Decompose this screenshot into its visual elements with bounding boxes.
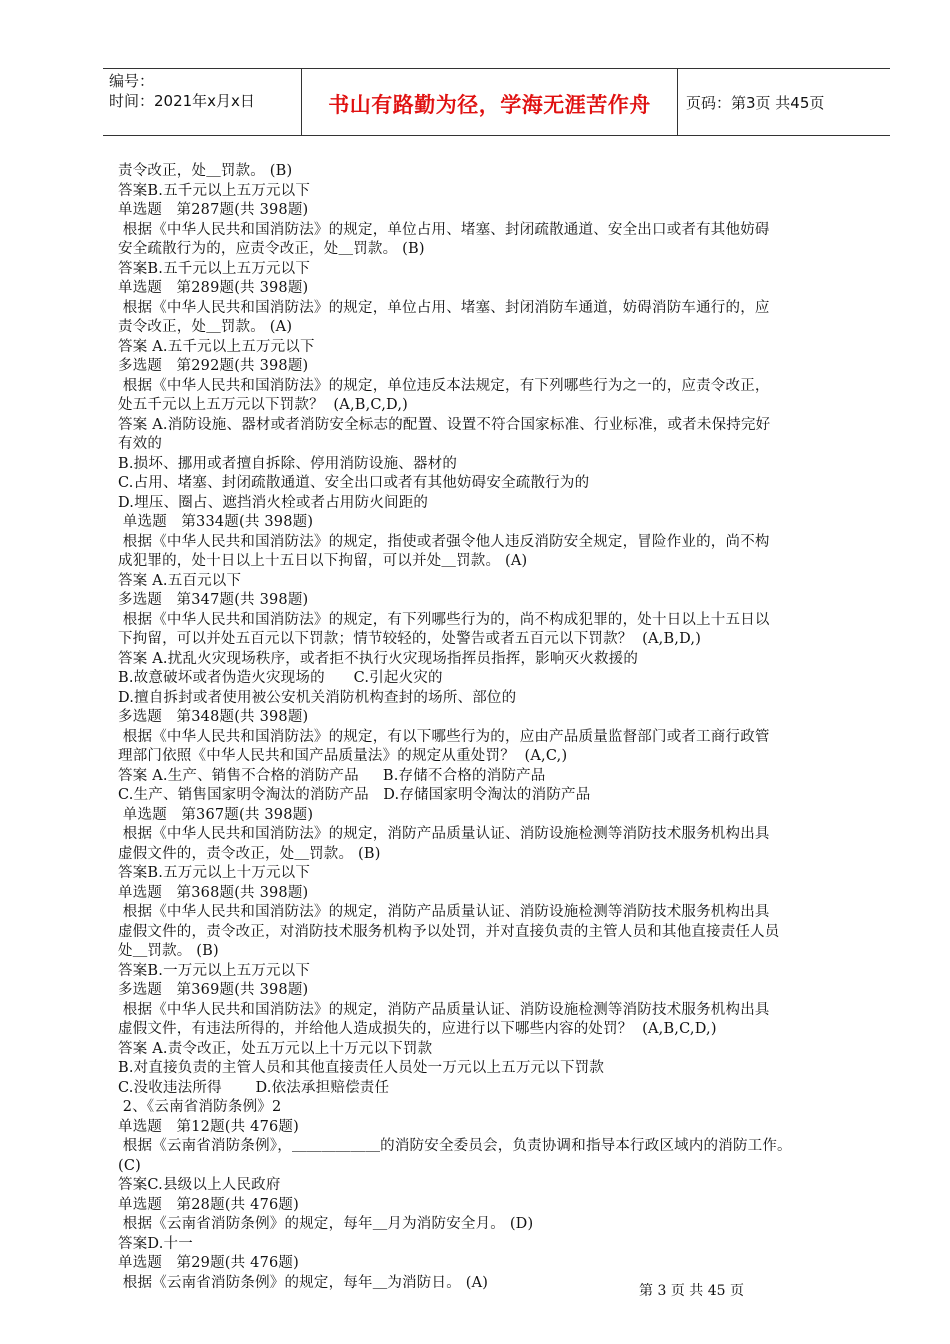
text-line: 单选题 第28题(共 476题) — [118, 1196, 299, 1213]
text-line: C.生产、销售国家明令淘汰的消防产品 D.存储国家明令淘汰的消防产品 — [118, 787, 591, 803]
text-line: 单选题 第29题(共 476题) — [118, 1255, 299, 1271]
text-line: 答案B.五万元以上十万元以下 — [118, 865, 311, 881]
text-line: C.没收违法所得 D.依法承担赔偿责任 — [118, 1079, 390, 1096]
text-line: 答案 A.消防设施、器材或者消防安全标志的配置、设置不符合国家标准、行业标准，或者未保持完好 — [118, 416, 771, 433]
text-line: B.对直接负责的主管人员和其他直接责任人员处一万元以上五万元以下罚款 — [118, 1060, 605, 1076]
text-line: 根据《中华人民共和国消防法》的规定，单位违反本法规定，有下列哪些行为之一的，应责令改正， — [118, 377, 770, 394]
text-line: 答案 A.生产、销售不合格的消防产品 B.存储不合格的消防产品 — [118, 767, 546, 784]
text-line: 虚假文件，有违法所得的，并给他人造成损失的，应进行以下哪些内容的处罚？ (A,B,C,D,) — [118, 1021, 717, 1037]
text-line: 下拘留，可以并处五百元以下罚款；情节较轻的，处警告或者五百元以下罚款？ (A,B,D,) — [118, 631, 702, 647]
text-line: 答案C.县级以上人民政府 — [118, 1177, 281, 1193]
header-page-cell — [678, 69, 890, 135]
text-line: 答案 A.扰乱火灾现场秩序，或者拒不执行火灾现场指挥员指挥，影响灭火救援的 — [118, 650, 639, 667]
page-header — [103, 68, 890, 136]
text-line: 单选题 第368题(共 398题) — [118, 884, 309, 901]
text-line: 2、《云南省消防条例》2 — [118, 1099, 282, 1115]
document-body — [118, 162, 878, 1293]
text-line: 多选题 第369题(共 398题) — [118, 982, 309, 998]
text-line: 根据《中华人民共和国消防法》的规定，单位占用、堵塞、封闭疏散通道、安全出口或者有其他妨碍 — [118, 221, 770, 238]
text-line: 根据《中华人民共和国消防法》的规定，消防产品质量认证、消防设施检测等消防技术服务机构出具 — [118, 1001, 770, 1018]
text-line: 有效的 — [118, 436, 163, 452]
header-motto-cell — [302, 69, 678, 135]
text-line: (C) — [118, 1157, 142, 1174]
page-footer: 第 3 页 共 45 页 — [639, 1283, 744, 1299]
text-line: 多选题 第348题(共 398题) — [118, 709, 309, 725]
text-line: 根据《中华人民共和国消防法》的规定，消防产品质量认证、消防设施检测等消防技术服务机构出具 — [118, 826, 770, 842]
text-line: 根据《云南省消防条例》，＿＿＿＿＿＿的消防安全委员会，负责协调和指导本行政区域内的消防工作。 — [118, 1138, 792, 1154]
document-number-label: 编号： — [109, 72, 155, 90]
text-line: 理部门依照《中华人民共和国产品质量法》的规定从重处罚？ (A,C,) — [118, 748, 568, 764]
text-line: 单选题 第334题(共 398题) — [118, 514, 314, 530]
text-line: 虚假文件的，责令改正，对消防技术服务机构予以处罚，并对直接负责的主管人员和其他直接责任人员 — [118, 923, 780, 940]
header-page-info: 页码：第3页 共45页 — [686, 94, 825, 112]
text-line: 根据《中华人民共和国消防法》的规定，指使或者强令他人违反消防安全规定，冒险作业的，尚不构 — [118, 533, 770, 550]
text-line: D.擅自拆封或者使用被公安机关消防机构查封的场所、部位的 — [118, 689, 517, 706]
text-line: 根据《云南省消防条例》的规定，每年＿为消防日。 (A) — [118, 1274, 489, 1291]
text-line: 单选题 第289题(共 398题) — [118, 280, 309, 296]
text-line: C.占用、堵塞、封闭疏散通道、安全出口或者有其他妨碍安全疏散行为的 — [118, 475, 590, 491]
text-line: 责令改正，处＿罚款。 (B) — [118, 163, 293, 179]
text-line: B.故意破坏或者伪造火灾现场的 C.引起火灾的 — [118, 670, 443, 686]
text-line: 单选题 第12题(共 476题) — [118, 1118, 299, 1135]
text-line: 答案B.五千元以上五万元以下 — [118, 260, 311, 277]
text-line: 多选题 第292题(共 398题) — [118, 358, 309, 374]
text-line: 单选题 第287题(共 398题) — [118, 202, 309, 218]
text-line: 多选题 第347题(共 398题) — [118, 592, 309, 608]
text-line: 处五千元以上五万元以下罚款？ (A,B,C,D,) — [118, 397, 408, 413]
text-line: 根据《云南省消防条例》的规定，每年＿月为消防安全月。 (D) — [118, 1216, 534, 1232]
text-line: 根据《中华人民共和国消防法》的规定，单位占用、堵塞、封闭消防车通道，妨碍消防车通行的，应 — [118, 299, 770, 316]
text-line: 根据《中华人民共和国消防法》的规定，消防产品质量认证、消防设施检测等消防技术服务机构出具 — [118, 904, 770, 920]
text-line: 答案 A.五百元以下 — [118, 572, 242, 589]
document-time-label: 时间：2021年x月x日 — [109, 92, 255, 110]
text-line: 答案 A.五千元以上五万元以下 — [118, 338, 315, 355]
text-line: 单选题 第367题(共 398题) — [118, 806, 314, 823]
text-line: D.埋压、圈占、遮挡消火栓或者占用防火间距的 — [118, 494, 429, 511]
text-line: 责令改正，处＿罚款。 (A) — [118, 319, 293, 335]
text-line: 处＿罚款。 (B) — [118, 943, 219, 959]
text-line: 答案 A.责令改正，处五万元以上十万元以下罚款 — [118, 1040, 433, 1057]
text-line: B.损坏、挪用或者擅自拆除、停用消防设施、器材的 — [118, 455, 458, 472]
text-line: 答案D.十一 — [118, 1235, 193, 1252]
text-line: 虚假文件的，责令改正，处＿罚款。 (B) — [118, 845, 381, 862]
text-line: 答案B.一万元以上五万元以下 — [118, 962, 311, 979]
header-motto: 书山有路勤为径，学海无涯苦作舟 — [328, 93, 651, 117]
header-left-cell — [103, 69, 302, 135]
text-line: 安全疏散行为的，应责令改正，处＿罚款。 (B) — [118, 241, 425, 257]
text-line: 根据《中华人民共和国消防法》的规定，有以下哪些行为的，应由产品质量监督部门或者工商行政管 — [118, 728, 770, 745]
text-line: 根据《中华人民共和国消防法》的规定，有下列哪些行为的，尚不构成犯罪的，处十日以上十五日以 — [118, 611, 770, 628]
text-line: 答案B.五千元以上五万元以下 — [118, 182, 311, 199]
text-line: 成犯罪的，处十日以上十五日以下拘留，可以并处＿罚款。 (A) — [118, 553, 528, 569]
